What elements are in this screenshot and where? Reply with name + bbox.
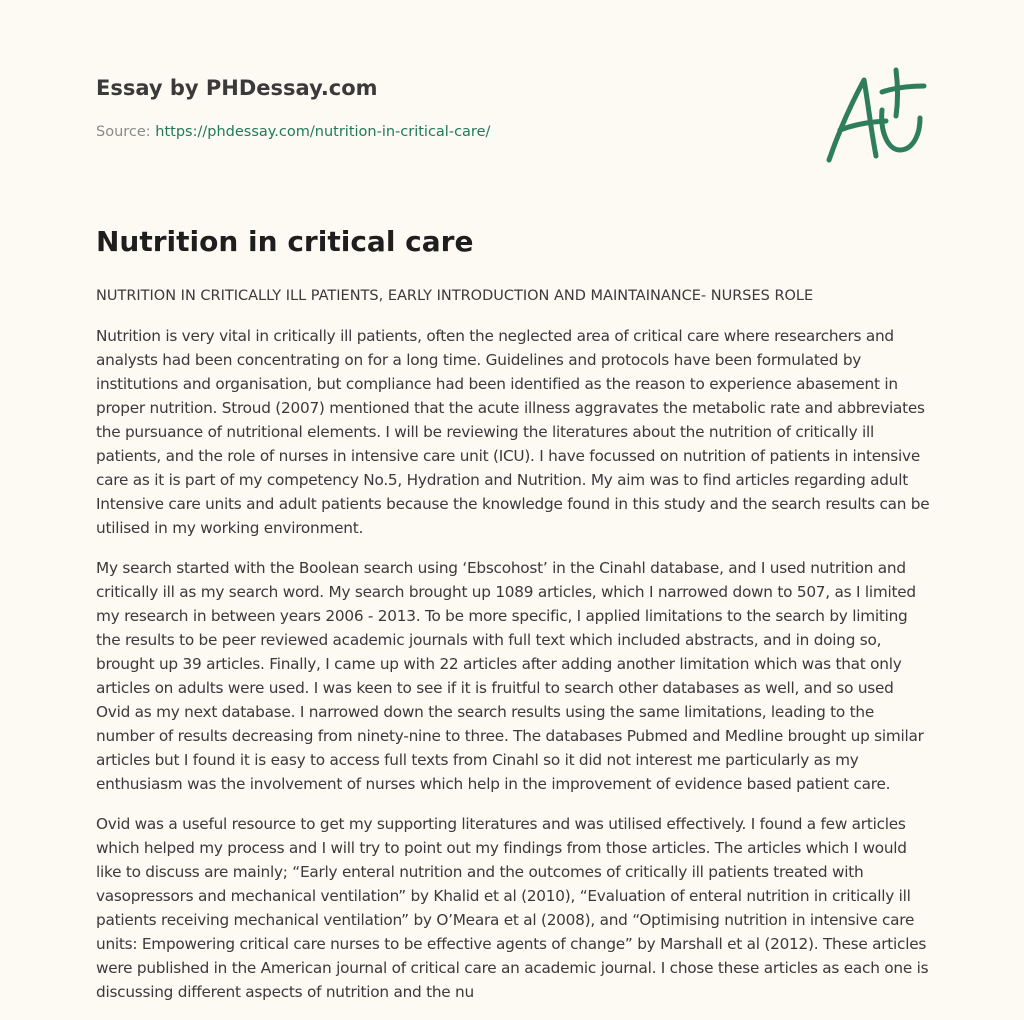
essay-paragraph-3: Ovid was a useful resource to get my supporting literatures and was utilised effectively. I found a few articles which helped my process and I will try to point out my findings from those articles. The articles which I would like to discuss are mainly; “Early enteral nutrition and the outcomes of critically ill patients treated with vasopressors and mechanical ventilation” by Khalid et al (2010), “Evaluation of enteral nutrition in critically ill patients receiving mechanical ventilation” by O’Meara et al (2008), and “Optimising nutrition in intensive care units: Empowering critical care nurses to be effective agents of change” by Marshall et al (2012). These articles were published in the American journal of critical care an academic journal. I chose these articles as each one is discussing different aspects of nutrition and the nu	[96, 815, 929, 1001]
a-plus-logo-icon	[824, 66, 930, 166]
essay-body	[96, 284, 932, 1020]
source-label: Source:	[96, 124, 156, 140]
site-title: Essay by PHDessay.com	[96, 76, 378, 100]
essay-subheading: NUTRITION IN CRITICALLY ILL PATIENTS, EARLY INTRODUCTION AND MAINTAINANCE- NURSES ROLE	[96, 288, 814, 304]
source-line	[96, 124, 490, 140]
essay-title: Nutrition in critical care	[96, 225, 474, 258]
source-link[interactable]: https://phdessay.com/nutrition-in-critical-care/	[155, 124, 491, 140]
essay-paragraph-2: My search started with the Boolean search using ‘Ebscohost’ in the Cinahl database, and I used nutrition and critically ill as my search word. My search brought up 1089 articles, which I narrowed down to 507, as I limited my research in between years 2006 - 2013. To be more specific, I applied limitations to the search by limiting the results to be peer reviewed academic journals with full text which included abstracts, and in doing so, brought up 39 articles. Finally, I came up with 22 articles after adding another limitation which was that only articles on adults were used. I was keen to see if it is fruitful to search other databases as well, and so used Ovid as my next database. I narrowed down the search results using the same limitations, leading to the number of results decreasing from ninety-nine to three. The databases Pubmed and Medline brought up similar articles but I found it is easy to access full texts from Cinahl so it did not interest me particularly as my enthusiasm was the involvement of nurses which help in the improvement of evidence based patient care.	[96, 559, 924, 793]
essay-paragraph-1: Nutrition is very vital in critically ill patients, often the neglected area of critical care where researchers and analysts had been concentrating on for a long time. Guidelines and protocols have been formulated by institutions and organisation, but compliance had been identified as the reason to experience abasement in proper nutrition. Stroud (2007) mentioned that the acute illness aggravates the metabolic rate and abbreviates the pursuance of nutritional elements. I will be reviewing the literatures about the nutrition of critically ill patients, and the role of nurses in intensive care unit (ICU). I have focussed on nutrition of patients in intensive care as it is part of my competency No.5, Hydration and Nutrition. My aim was to find articles regarding adult Intensive care units and adult patients because the knowledge found in this study and the search results can be utilised in my working environment.	[96, 327, 930, 537]
